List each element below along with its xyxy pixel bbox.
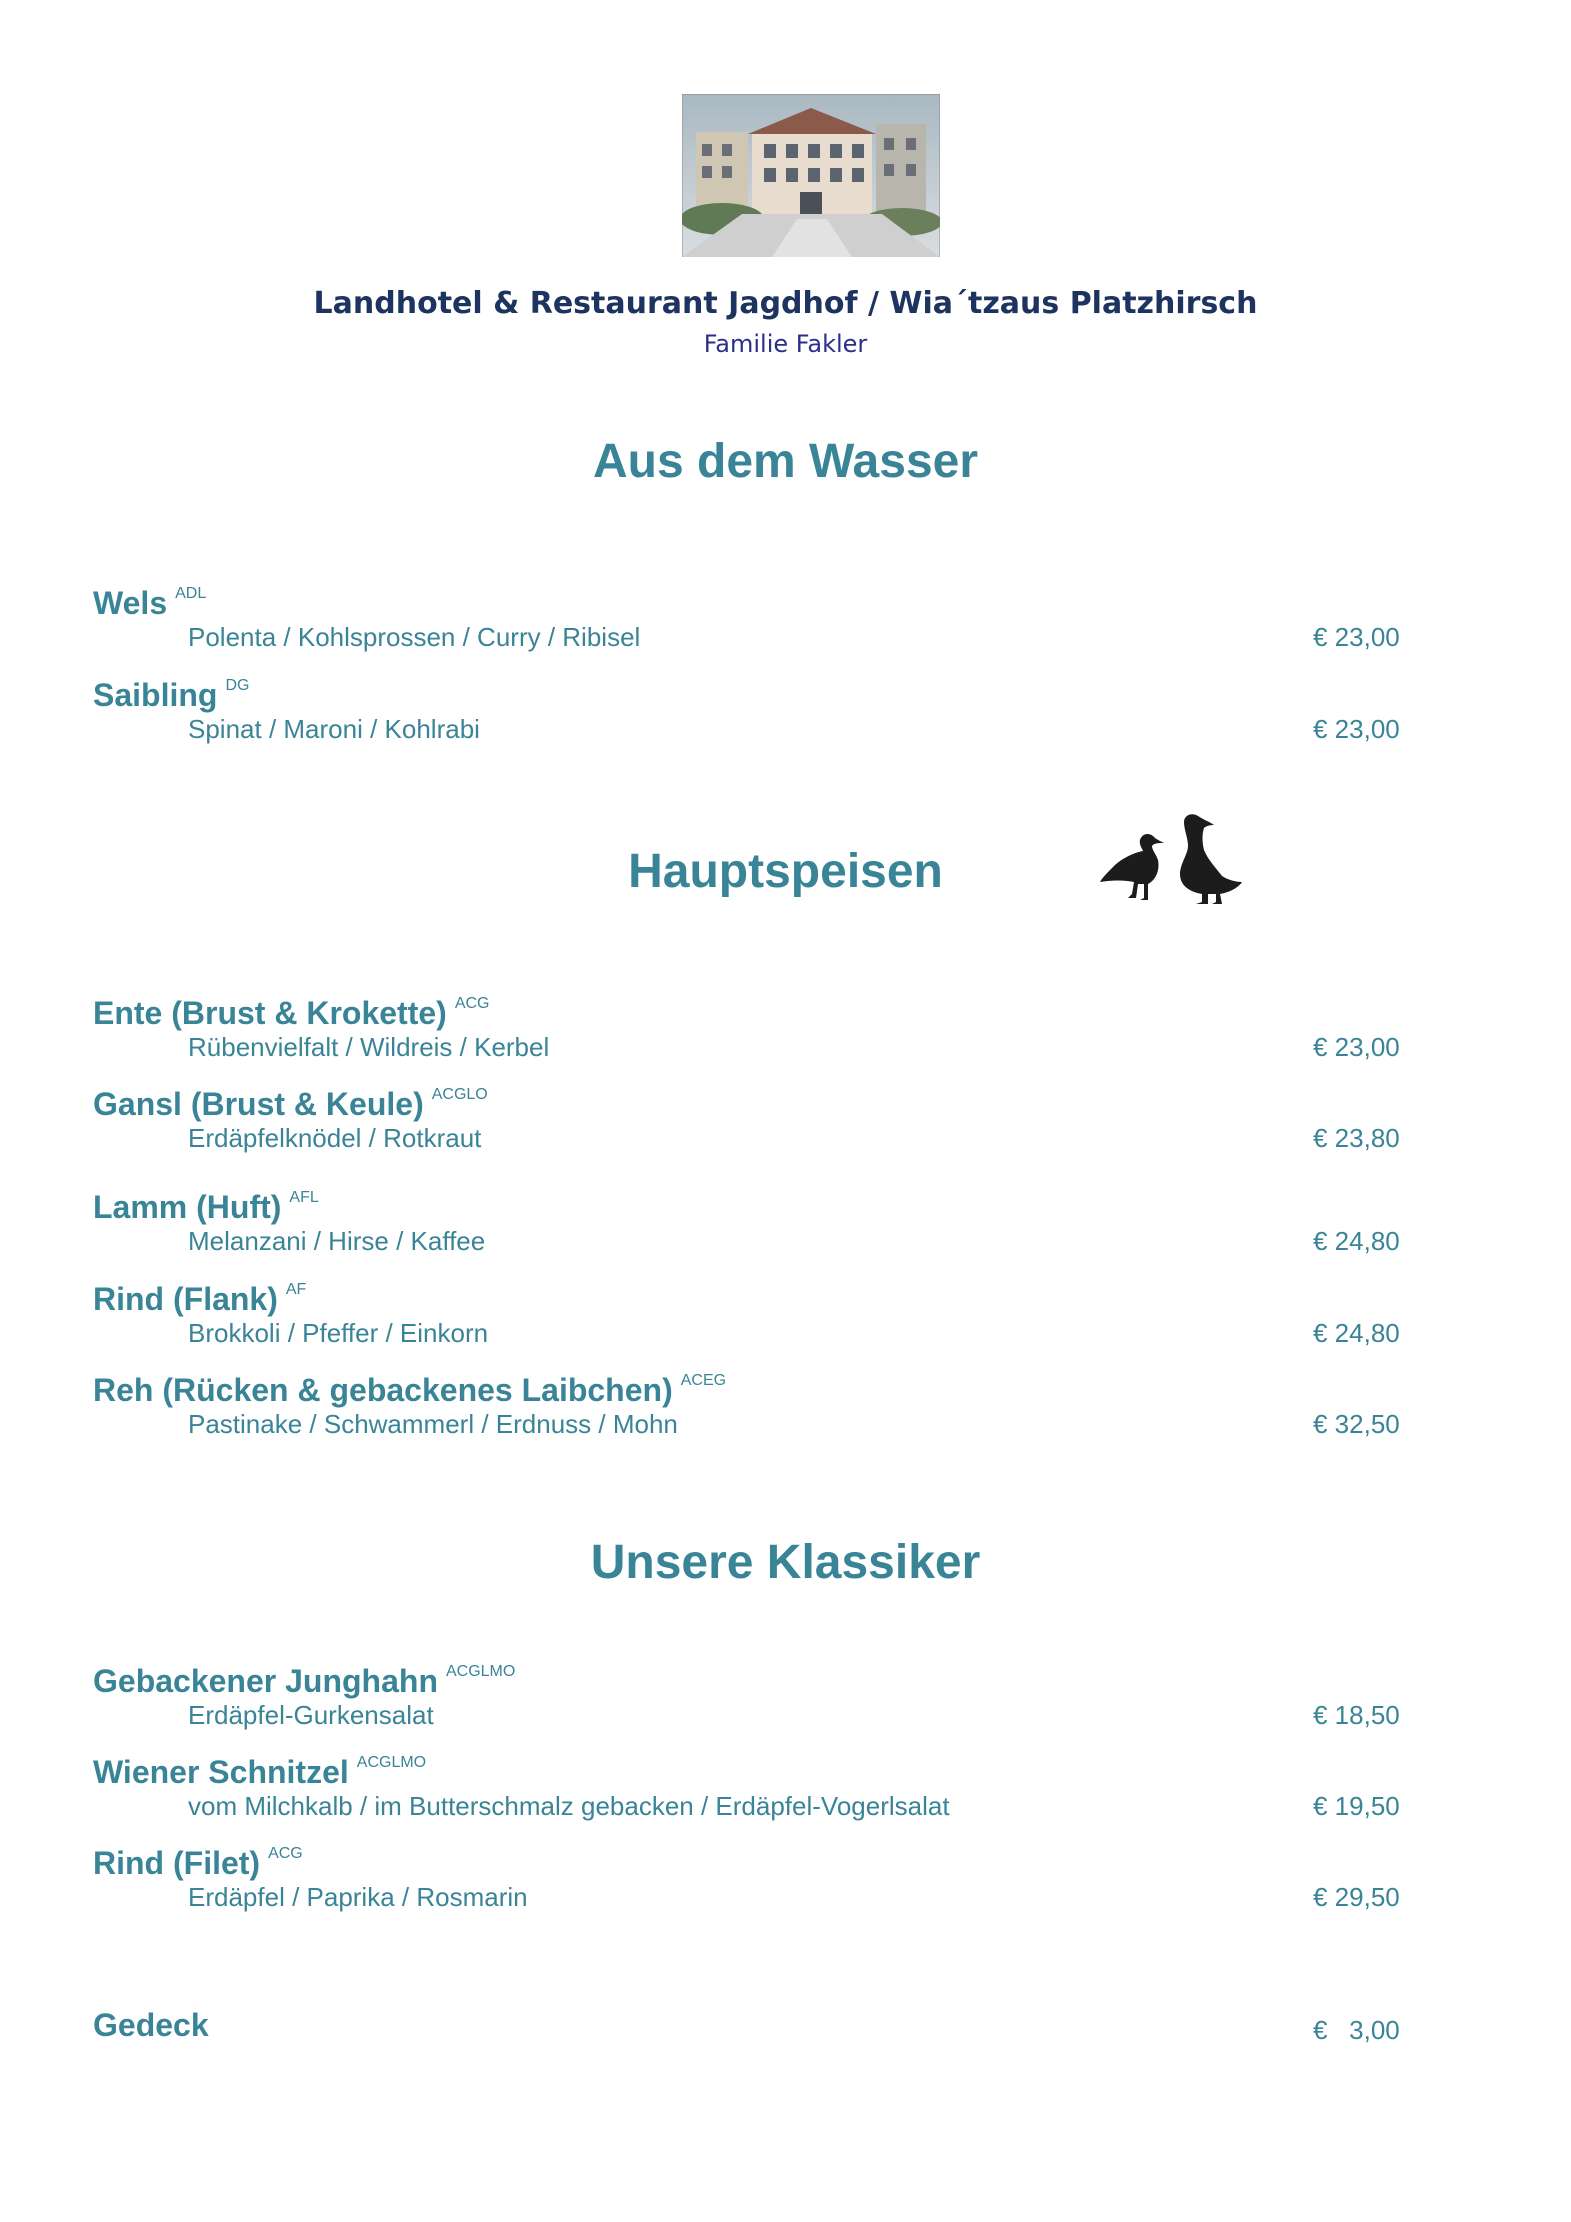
dish-description: Erdäpfel / Paprika / Rosmarin	[188, 1882, 528, 1912]
menu-item	[93, 1086, 1413, 1178]
dish-price: € 23,00	[1313, 622, 1400, 652]
two-ducks-silhouette-icon	[1098, 812, 1244, 904]
dish-price: € 23,00	[1313, 714, 1400, 744]
allergen-codes: ACGLMO	[356, 1754, 427, 1771]
hotel-logo-image	[682, 94, 940, 257]
allergen-codes: ACEG	[680, 1372, 727, 1389]
allergen-codes: ACG	[268, 1845, 303, 1862]
dish-description: Pastinake / Schwammerl / Erdnuss / Mohn	[188, 1409, 678, 1439]
section-title-aus-dem-wasser: Aus dem Wasser	[592, 435, 979, 488]
dish-name: Rind (Filet) $^{ACG}$	[93, 1845, 303, 1881]
cover-charge-price: € 3,00	[1313, 2015, 1400, 2045]
allergen-codes: ACG	[454, 995, 490, 1012]
dish-name: Ente (Brust & Krokette) $^{ACG}$	[93, 995, 490, 1031]
menu-item	[93, 1754, 1413, 1846]
menu-item	[93, 1845, 1413, 1937]
cover-charge-item	[93, 2007, 1413, 2099]
menu-item	[93, 585, 1413, 677]
dish-name: Rind (Flank) $^{AF}$	[93, 1281, 307, 1317]
allergen-codes: AFL	[289, 1189, 319, 1206]
dish-price: € 19,50	[1313, 1791, 1400, 1821]
dish-description: Spinat / Maroni / Kohlrabi	[188, 714, 480, 744]
allergen-codes: AF	[285, 1281, 307, 1298]
allergen-codes: ACGLMO	[445, 1663, 516, 1680]
dish-description: Melanzani / Hirse / Kaffee	[188, 1226, 486, 1256]
dish-name: Wels $^{ADL}$	[93, 585, 207, 621]
allergen-codes: DG	[225, 677, 250, 694]
dish-description: vom Milchkalb / im Butterschmalz gebacken / Erdäpfel-Vogerlsalat	[188, 1791, 950, 1821]
dish-name: Gansl (Brust & Keule) $^{ACGLO}$	[93, 1086, 488, 1122]
dish-price: € 29,50	[1313, 1882, 1400, 1912]
menu-item	[93, 1189, 1413, 1281]
dish-name: Wiener Schnitzel $^{ACGLMO}$	[93, 1754, 427, 1790]
dish-name: Saibling $^{DG}$	[93, 677, 250, 713]
menu-item	[93, 1663, 1413, 1755]
menu-item	[93, 995, 1413, 1087]
menu-item	[93, 1372, 1413, 1464]
dish-description: Erdäpfel-Gurkensalat	[188, 1700, 434, 1730]
dish-description: Erdäpfelknödel / Rotkraut	[188, 1123, 482, 1153]
dish-description: Rübenvielfalt / Wildreis / Kerbel	[188, 1032, 550, 1062]
dish-price: € 32,50	[1313, 1409, 1400, 1439]
dish-price: € 18,50	[1313, 1700, 1400, 1730]
dish-price: € 24,80	[1313, 1226, 1400, 1256]
dish-price: € 23,00	[1313, 1032, 1400, 1062]
section-title-unsere-klassiker: Unsere Klassiker	[590, 1536, 981, 1589]
section-title-hauptspeisen: Hauptspeisen	[628, 845, 943, 898]
cover-charge-label: Gedeck	[93, 2007, 209, 2043]
dish-name: Lamm (Huft) $^{AFL}$	[93, 1189, 319, 1225]
menu-item	[93, 677, 1413, 769]
allergen-codes: ACGLO	[431, 1086, 488, 1103]
dish-name: Gebackener Junghahn $^{ACGLMO}$	[93, 1663, 516, 1699]
dish-description: Brokkoli / Pfeffer / Einkorn	[188, 1318, 489, 1348]
family-name: Familie Fakler	[703, 330, 868, 358]
dish-price: € 23,80	[1313, 1123, 1400, 1153]
allergen-codes: ADL	[175, 585, 207, 602]
dish-name: Reh (Rücken & gebackenes Laibchen) $^{ACEG}$	[93, 1372, 727, 1408]
menu-item	[93, 1281, 1413, 1373]
dish-description: Polenta / Kohlsprossen / Curry / Ribisel	[188, 622, 641, 652]
dish-price: € 24,80	[1313, 1318, 1400, 1348]
hotel-name: Landhotel & Restaurant Jagdhof / Wia´tzaus Platzhirsch	[313, 286, 1258, 321]
